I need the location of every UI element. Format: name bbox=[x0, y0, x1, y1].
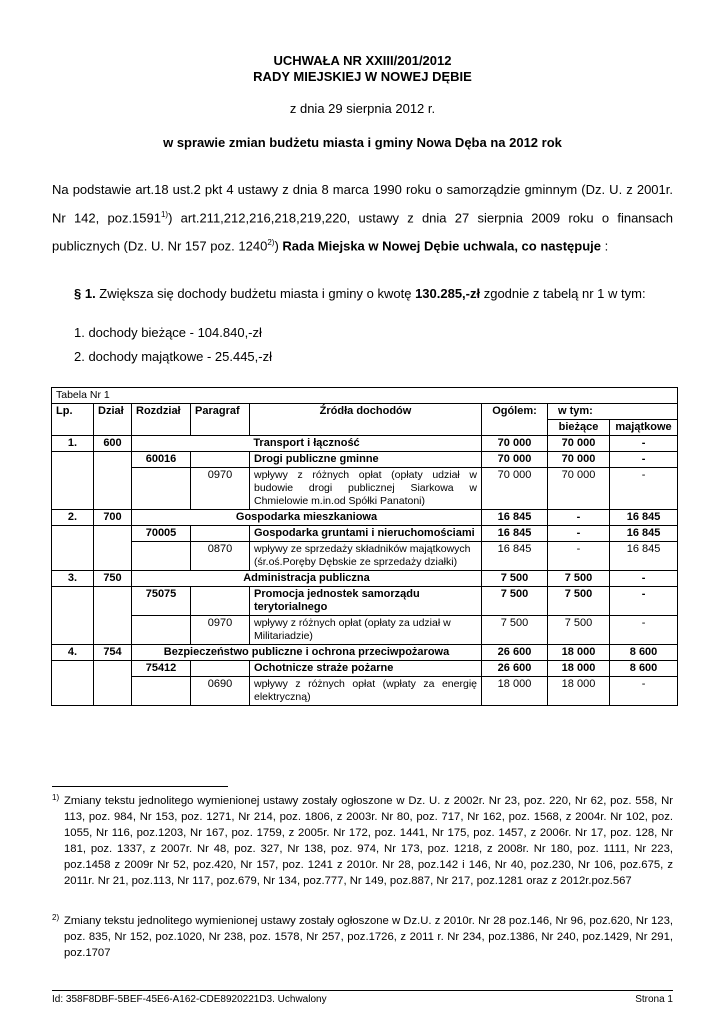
cell-ogolem: 26 600 bbox=[482, 645, 548, 661]
cell-biezace: 18 000 bbox=[548, 677, 610, 706]
footnote-divider bbox=[52, 786, 228, 787]
table-row bbox=[52, 526, 678, 542]
cell-rozdzial-name: Ochotnicze straże pożarne bbox=[250, 661, 482, 677]
table-row bbox=[52, 587, 678, 616]
table-row bbox=[52, 645, 678, 661]
cell-ogolem: 70 000 bbox=[482, 436, 548, 452]
footnote-2 bbox=[52, 913, 673, 961]
cell-empty bbox=[94, 526, 132, 571]
table-row bbox=[52, 677, 678, 706]
footer-divider bbox=[52, 990, 673, 991]
footnote-2-mark: 2) bbox=[52, 913, 60, 922]
cell-majatkowe: - bbox=[610, 571, 678, 587]
cell-rozdzial: 75075 bbox=[132, 587, 191, 616]
cell-paragraf-name: wpływy z różnych opłat (opłaty udział w budowie drogi publicznej Siarkowa w Chmielowie m.in.od Spółki Panatoni) bbox=[250, 468, 482, 510]
cell-lp: 3. bbox=[52, 571, 94, 587]
section-amount: 130.285,-zł bbox=[415, 286, 481, 301]
cell-paragraf-name: wpływy z różnych opłat (opłaty za udział w Militariadzie) bbox=[250, 616, 482, 645]
cell-lp: 2. bbox=[52, 510, 94, 526]
header-rozdzial: Rozdział bbox=[132, 404, 191, 436]
footnote-2-text: Zmiany tekstu jednolitego wymienionej ustawy zostały ogłoszone w Dz.U. z 2010r. Nr 28 poz.146, Nr 96, poz.620, Nr 123, poz. 835, Nr 152, poz.1020, Nr 238, poz. 1578, Nr 257, poz.1726, z 2011 r. Nr 234, poz.1386, Nr 240, poz.1429, Nr 291, poz.1707 bbox=[64, 915, 673, 959]
cell-ogolem: 26 600 bbox=[482, 661, 548, 677]
cell-section-name: Gospodarka mieszkaniowa bbox=[132, 510, 482, 526]
header-ogolem: Ogólem: bbox=[482, 404, 548, 436]
cell-empty bbox=[52, 661, 94, 706]
cell-biezace: 18 000 bbox=[548, 645, 610, 661]
table-row bbox=[52, 661, 678, 677]
cell-empty bbox=[52, 452, 94, 510]
cell-section-name: Bezpieczeństwo publiczne i ochrona przeciwpożarowa bbox=[132, 645, 482, 661]
cell-biezace: 7 500 bbox=[548, 587, 610, 616]
footnote-1-text: Zmiany tekstu jednolitego wymienionej ustawy zostały ogłoszone w Dz. U. z 2002r. Nr 23, poz. 220, Nr 62, poz. 558, Nr 113, poz. 984, Nr 153, poz. 1271, Nr 214, poz. 1806, z 2003r. Nr 80, poz. 717, Nr 162, poz. 1568, z 2004r. Nr 102, poz. 1055, Nr 116, poz.1203, Nr 167, poz. 1759, z 2005r. Nr 172, poz. 1441, Nr 175, poz. 1457, z 2006r. Nr 17, poz. 128, Nr 181, poz. 1337, z 2007r. Nr 48, poz. 327, Nr 138, poz. 974, Nr 173, poz. 1218, z 2008r. Nr 180, poz. 1111, Nr 223, poz.1458 z 2009r Nr 52, poz.420, Nr 157, poz. 1241 z 2010r. Nr 28, poz.142 i 146, Nr 40, poz.230, Nr 106, poz.675, z 2011r. Nr 21, poz.113, Nr 117, poz.679, Nr 134, poz.777, Nr 149, poz.887, Nr 217, poz.1281 oraz z 2012r.poz.567 bbox=[64, 795, 673, 887]
cell-ogolem: 18 000 bbox=[482, 677, 548, 706]
header-dzial: Dział bbox=[94, 404, 132, 436]
cell-paragraf-name: wpływy ze sprzedaży składników majątkowych (śr.oś.Poręby Dębskie ze sprzedaży działki) bbox=[250, 542, 482, 571]
cell-empty bbox=[191, 452, 250, 468]
footnote-ref-1: 1) bbox=[160, 210, 169, 219]
cell-dzial: 600 bbox=[94, 436, 132, 452]
page-number: Strona 1 bbox=[635, 994, 673, 1005]
document-id: Id: 358F8DBF-5BEF-45E6-A162-CDE8920221D3. Uchwalony bbox=[52, 994, 327, 1005]
cell-biezace: - bbox=[548, 510, 610, 526]
legal-basis-decision: Rada Miejska w Nowej Dębie uchwala, co następuje bbox=[282, 238, 602, 254]
table-row bbox=[52, 452, 678, 468]
cell-empty bbox=[191, 661, 250, 677]
cell-empty bbox=[94, 587, 132, 645]
cell-empty bbox=[191, 587, 250, 616]
cell-biezace: - bbox=[548, 542, 610, 571]
resolution-number: UCHWAŁA NR XXIII/201/2012 bbox=[273, 53, 452, 68]
legal-basis-paragraph bbox=[52, 177, 673, 259]
cell-empty bbox=[132, 468, 191, 510]
table-row bbox=[52, 436, 678, 452]
cell-majatkowe: 8 600 bbox=[610, 661, 678, 677]
cell-section-name: Transport i łączność bbox=[132, 436, 482, 452]
cell-biezace: 7 500 bbox=[548, 571, 610, 587]
header-paragraf: Paragraf bbox=[191, 404, 250, 436]
cell-ogolem: 7 500 bbox=[482, 587, 548, 616]
cell-lp: 1. bbox=[52, 436, 94, 452]
cell-empty bbox=[132, 677, 191, 706]
cell-empty bbox=[52, 587, 94, 645]
section-text-1: Zwiększa się dochody budżetu miasta i gminy o kwotę bbox=[95, 286, 416, 301]
income-table bbox=[51, 387, 678, 706]
header-biezace: bieżące bbox=[548, 420, 610, 436]
cell-empty bbox=[94, 452, 132, 510]
cell-biezace: 70 000 bbox=[548, 452, 610, 468]
cell-rozdzial-name: Promocja jednostek samorządu terytorialnego bbox=[250, 587, 482, 616]
cell-ogolem: 7 500 bbox=[482, 616, 548, 645]
cell-empty bbox=[191, 526, 250, 542]
cell-rozdzial-name: Gospodarka gruntami i nieruchomościami bbox=[250, 526, 482, 542]
cell-dzial: 750 bbox=[94, 571, 132, 587]
cell-dzial: 754 bbox=[94, 645, 132, 661]
cell-biezace: - bbox=[548, 526, 610, 542]
resolution-date: z dnia 29 sierpnia 2012 r. bbox=[289, 101, 436, 116]
legal-basis-part1: Na podstawie art.18 ust.2 pkt 4 ustawy z dnia 8 marca 1990 roku o samorządzie gminnym (Dz. U. z 2001r. Nr 142, poz.1591 bbox=[52, 182, 673, 226]
table-caption: Tabela Nr 1 bbox=[52, 388, 678, 404]
section-label: § 1. bbox=[74, 286, 96, 301]
cell-majatkowe: - bbox=[610, 452, 678, 468]
header-majatkowe: majątkowe bbox=[610, 420, 678, 436]
income-capital: 2. dochody majątkowe - 25.445,-zł bbox=[74, 349, 272, 364]
footnote-1-mark: 1) bbox=[52, 793, 60, 802]
footnote-1 bbox=[52, 793, 673, 889]
cell-paragraf: 0870 bbox=[191, 542, 250, 571]
cell-ogolem: 16 845 bbox=[482, 510, 548, 526]
cell-biezace: 70 000 bbox=[548, 436, 610, 452]
cell-rozdzial-name: Drogi publiczne gminne bbox=[250, 452, 482, 468]
cell-paragraf: 0690 bbox=[191, 677, 250, 706]
table-row bbox=[52, 616, 678, 645]
header-wtym: w tym: bbox=[548, 404, 678, 420]
table-row bbox=[52, 571, 678, 587]
cell-ogolem: 70 000 bbox=[482, 452, 548, 468]
cell-paragraf: 0970 bbox=[191, 468, 250, 510]
cell-ogolem: 70 000 bbox=[482, 468, 548, 510]
legal-basis-end: : bbox=[601, 238, 609, 254]
table-row bbox=[52, 510, 678, 526]
cell-empty bbox=[132, 616, 191, 645]
cell-majatkowe: - bbox=[610, 677, 678, 706]
cell-section-name: Administracja publiczna bbox=[132, 571, 482, 587]
table-row bbox=[52, 542, 678, 571]
header-lp: Lp. bbox=[52, 404, 94, 436]
cell-biezace: 18 000 bbox=[548, 661, 610, 677]
section-1-paragraph bbox=[52, 285, 673, 302]
cell-ogolem: 16 845 bbox=[482, 526, 548, 542]
cell-majatkowe: 16 845 bbox=[610, 542, 678, 571]
footnote-ref-2: 2) bbox=[267, 238, 275, 248]
cell-majatkowe: 16 845 bbox=[610, 526, 678, 542]
resolution-subject: w sprawie zmian budżetu miasta i gminy Nowa Dęba na 2012 rok bbox=[163, 135, 562, 150]
cell-rozdzial: 75412 bbox=[132, 661, 191, 677]
cell-lp: 4. bbox=[52, 645, 94, 661]
section-text-2: zgodnie z tabelą nr 1 w tym: bbox=[480, 286, 646, 301]
header-zrodla: Źródła dochodów bbox=[250, 404, 482, 436]
cell-majatkowe: - bbox=[610, 468, 678, 510]
cell-majatkowe: - bbox=[610, 587, 678, 616]
cell-paragraf: 0970 bbox=[191, 616, 250, 645]
income-current: 1. dochody bieżące - 104.840,-zł bbox=[74, 325, 262, 340]
cell-ogolem: 7 500 bbox=[482, 571, 548, 587]
cell-majatkowe: 16 845 bbox=[610, 510, 678, 526]
cell-majatkowe: - bbox=[610, 616, 678, 645]
table-row bbox=[52, 468, 678, 510]
cell-empty bbox=[132, 542, 191, 571]
cell-rozdzial: 70005 bbox=[132, 526, 191, 542]
cell-biezace: 7 500 bbox=[548, 616, 610, 645]
legal-basis-part3: ) bbox=[274, 238, 283, 254]
cell-rozdzial: 60016 bbox=[132, 452, 191, 468]
cell-dzial: 700 bbox=[94, 510, 132, 526]
council-name: RADY MIEJSKIEJ W NOWEJ DĘBIE bbox=[253, 69, 472, 84]
cell-ogolem: 16 845 bbox=[482, 542, 548, 571]
cell-paragraf-name: wpływy z różnych opłat (wpłaty za energię elektryczną) bbox=[250, 677, 482, 706]
cell-empty bbox=[52, 526, 94, 571]
cell-majatkowe: 8 600 bbox=[610, 645, 678, 661]
legal-basis-part2: ) art.211,212,216,218,219,220, ustawy z dnia 27 sierpnia 2009 roku o finansach publicznych (Dz. U. Nr 157 poz. 1240 bbox=[52, 210, 673, 254]
cell-empty bbox=[94, 661, 132, 706]
cell-majatkowe: - bbox=[610, 436, 678, 452]
cell-biezace: 70 000 bbox=[548, 468, 610, 510]
